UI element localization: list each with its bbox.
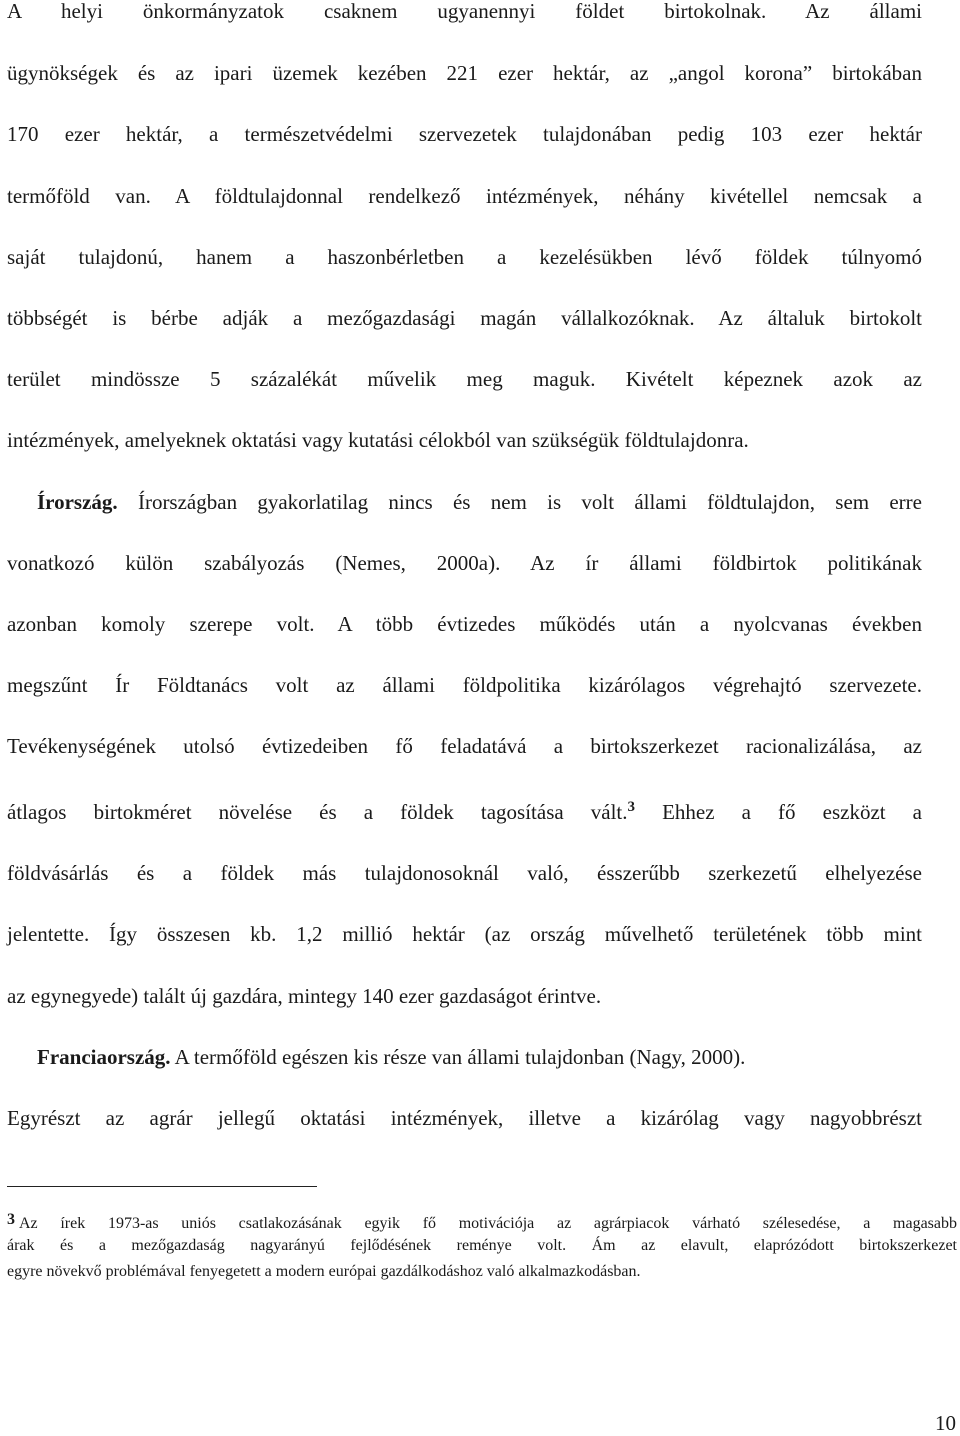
body-line: termőföld van. A földtulajdonnal rendelkező intézmények, néhány kivétellel nemcsak a bbox=[7, 184, 922, 208]
footnote-separator bbox=[7, 1186, 317, 1187]
footnote-reference[interactable]: 3 bbox=[627, 799, 636, 815]
body-line: az egynegyede) talált új gazdára, mintegy 140 ezer gazdaságot érintve. bbox=[7, 984, 602, 1008]
body-line-text: Ehhez a fő eszközt a bbox=[635, 800, 922, 824]
body-line: ügynökségek és az ipari üzemek kezében 221 ezer hektár, az „angol korona” birtokában bbox=[7, 61, 922, 85]
body-line-footnote-ref bbox=[7, 799, 922, 825]
body-line: terület mindössze 5 százalékát művelik meg maguk. Kivételt képeznek azok az bbox=[7, 367, 922, 391]
body-line: többségét is bérbe adják a mezőgazdasági magán vállalkozóknak. Az általuk birtokolt bbox=[7, 306, 922, 330]
body-line: intézmények, amelyeknek oktatási vagy kutatási célokból van szükségük földtulajdonra. bbox=[7, 428, 749, 452]
section-heading-ireland: Írország. bbox=[37, 490, 118, 514]
body-line: Egyrészt az agrár jellegű oktatási intézmények, illetve a kizárólag vagy nagyobbrészt bbox=[7, 1106, 922, 1130]
body-line: saját tulajdonú, hanem a haszonbérletben a kezelésükben lévő földek túlnyomó bbox=[7, 245, 922, 269]
body-line: jelentette. Így összesen kb. 1,2 millió hektár (az ország művelhető területének több mint bbox=[7, 922, 922, 946]
body-line-ireland-heading bbox=[37, 489, 922, 515]
footnote-line: árak és a mezőgazdaság nagyarányú fejlődésének reménye volt. Ám az elavult, elaprózódott birtokszerkezet bbox=[7, 1237, 957, 1254]
page-number: 10 bbox=[935, 1411, 956, 1435]
body-line: A helyi önkormányzatok csaknem ugyanennyi földet birtokolnak. Az állami bbox=[7, 0, 922, 23]
body-line: megszűnt Ír Földtanács volt az állami földpolitika kizárólagos végrehajtó szervezete. bbox=[7, 673, 922, 697]
footnote-text: Az írek 1973-as uniós csatlakozásának egyik fő motivációja az agrárpiacok várható szélesedése, a magasabb bbox=[19, 1215, 957, 1232]
body-line: azonban komoly szerepe volt. A több évtizedes működés után a nyolcvanas években bbox=[7, 612, 922, 636]
body-line-text: A termőföld egészen kis része van állami tulajdonban (Nagy, 2000). bbox=[170, 1045, 746, 1069]
body-line: Tevékenységének utolsó évtizedeiben fő feladatává a birtokszerkezet racionalizálása, az bbox=[7, 734, 922, 758]
body-line-france-heading bbox=[37, 1044, 922, 1070]
body-line-text: átlagos birtokméret növelése és a földek tagosítása vált. bbox=[7, 800, 628, 824]
footnote-line bbox=[7, 1210, 957, 1234]
body-line: 170 ezer hektár, a természetvédelmi szervezetek tulajdonában pedig 103 ezer hektár bbox=[7, 122, 922, 146]
footnote-line: egyre növekvő problémával fenyegetett a modern európai gazdálkodáshoz való alkalmazkodásban. bbox=[7, 1263, 641, 1280]
body-line-text: Írországban gyakorlatilag nincs és nem is volt állami földtulajdon, sem erre bbox=[117, 490, 922, 514]
section-heading-france: Franciaország. bbox=[37, 1045, 171, 1069]
footnote-mark: 3 bbox=[7, 1211, 15, 1228]
body-line: vonatkozó külön szabályozás (Nemes, 2000a). Az ír állami földbirtok politikának bbox=[7, 551, 922, 575]
body-line: földvásárlás és a földek más tulajdonosoknál való, ésszerűbb szerkezetű elhelyezése bbox=[7, 861, 922, 885]
